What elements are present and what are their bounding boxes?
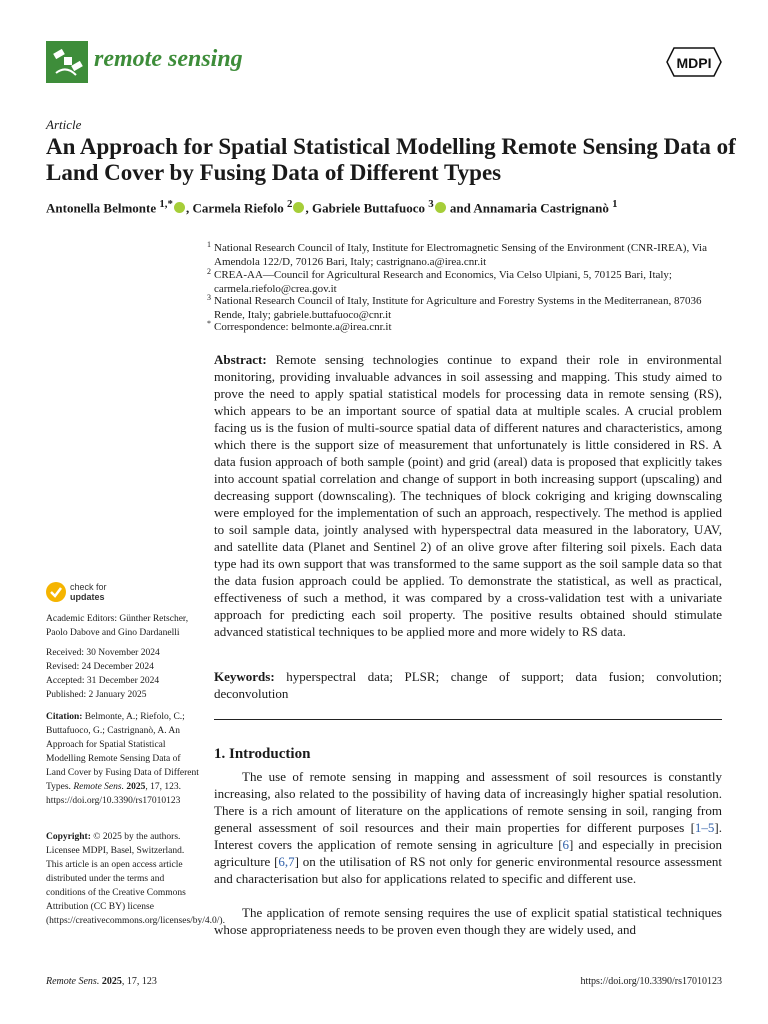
publisher-name: MDPI: [676, 55, 712, 71]
orcid-icon[interactable]: [293, 202, 304, 213]
paragraph-text: ] and especially in precision agriculture [: [214, 837, 723, 869]
publisher-logo[interactable]: [666, 47, 722, 77]
keywords-text: hyperspectral data; PLSR; change of support; data fusion; convolution; deconvolution: [214, 669, 722, 701]
footer-year: 2025: [101, 976, 122, 987]
orcid-icon[interactable]: [435, 202, 446, 213]
affiliation: [207, 293, 724, 322]
citation-text: Belmonte, A.; Riefolo, C.; Buttafuoco, G.; Castrignanò, A. An Approach for Spatial Statistical Modelling Remote Sensing Data of Land Cover by Fusing Data of Different Types.: [46, 712, 199, 792]
satellite-icon: [46, 41, 88, 83]
affiliation-text: National Research Council of Italy, Institute for Electromagnetic Sensing of the Environment (CNR-IREA), Via Amendola 122/D, 70126 Bari, Italy; castrignano.a@irea.cnr.it: [214, 242, 707, 268]
paragraph-text: The use of remote sensing in mapping and assessment of soil resources is constantly increasing, also related to the possibility of having data of increasingly higher spatial resolution. There is a rich amount of literature on the applications of remote sensing in soil, ranging from general assessment of soil resources and their main properties for different purposes [: [214, 769, 722, 835]
affiliation: [207, 267, 724, 296]
author-affiliation-sup: 1,*: [159, 198, 173, 210]
date-accepted: Accepted: 31 December 2024: [46, 676, 160, 686]
date-received: Received: 30 November 2024: [46, 648, 160, 658]
check-updates-line: check for: [70, 582, 107, 592]
affiliation: [207, 319, 724, 334]
copyright-text: © 2025 by the authors. Licensee MDPI, Basel, Switzerland. This article is an open access article distributed under the terms and conditions of the Creative Commons Attribution (CC BY) license (https://creativecommons.org/licenses/by/4.0/).: [46, 832, 225, 926]
citation-link[interactable]: 6,7: [278, 854, 295, 869]
citation-label: Citation:: [46, 712, 83, 722]
affiliation-number: 3: [207, 293, 211, 302]
author-separator: ,: [185, 200, 193, 216]
citation-link[interactable]: 1–5: [694, 820, 715, 835]
check-updates-icon: [46, 582, 66, 602]
author-name[interactable]: Antonella Belmonte: [46, 200, 157, 216]
author-name[interactable]: Annamaria Castrignanò: [473, 200, 609, 216]
footer-journal: Remote Sens.: [46, 976, 100, 987]
academic-editors: Academic Editors: Günther Retscher, Paolo Dabove and Gino Dardanelli: [46, 614, 189, 638]
footer-doi-link[interactable]: https://doi.org/10.3390/rs17010123: [580, 976, 722, 987]
date-revised: Revised: 24 December 2024: [46, 662, 154, 672]
affiliation-number: 1: [207, 240, 211, 249]
affiliation-number: 2: [207, 267, 211, 276]
author-affiliation-sup: 3: [428, 198, 434, 210]
author-list: [46, 198, 736, 216]
copyright-block: [46, 830, 225, 928]
footer-citation: [46, 976, 157, 987]
check-updates-line: updates: [70, 592, 105, 602]
abstract-label: Abstract:: [214, 352, 267, 367]
correspondence-text: Correspondence: belmonte.a@irea.cnr.it: [214, 321, 392, 333]
keywords: [214, 668, 722, 702]
section-heading: 1. Introduction: [214, 746, 311, 762]
affiliation-text: CREA-AA—Council for Agricultural Research and Economics, Via Celso Ulpiani, 5, 70125 Bari, Italy; carmela.riefolo@crea.gov.it: [214, 269, 672, 295]
orcid-icon[interactable]: [174, 202, 185, 213]
paragraph: The application of remote sensing requires the use of explicit spatial statistical techniques whose appropriateness needs to be proven even though they are widely used, and: [214, 905, 722, 937]
check-for-updates-badge[interactable]: [46, 580, 118, 606]
citation-link[interactable]: 6: [562, 837, 570, 852]
author-affiliation-sup: 2: [287, 198, 293, 210]
author-separator: ,: [305, 200, 312, 216]
paragraph: [214, 768, 722, 887]
author-name[interactable]: Gabriele Buttafuoco: [311, 200, 425, 216]
citation-year: 2025: [126, 782, 146, 792]
journal-logo: [46, 41, 88, 83]
citation-block: [46, 710, 201, 808]
footer-volume: , 17, 123: [121, 976, 157, 987]
copyright-label: Copyright:: [46, 832, 91, 842]
date-published: Published: 2 January 2025: [46, 690, 147, 700]
citation-doi[interactable]: , 17, 123. https://doi.org/10.3390/rs17010123: [46, 782, 181, 806]
affiliation-text: National Research Council of Italy, Institute for Agriculture and Forestry Systems in the Mediterranean, 87036 Rende, Italy; gabriele.buttafuoco@cnr.it: [214, 295, 702, 321]
check-updates-label: [70, 582, 107, 602]
keywords-label: Keywords:: [214, 669, 275, 684]
article-type: Article: [46, 117, 82, 132]
author-affiliation-sup: 1: [612, 198, 618, 210]
author-separator: and: [446, 200, 474, 216]
author-name[interactable]: Carmela Riefolo: [192, 200, 284, 216]
journal-name[interactable]: remote sensing: [94, 46, 243, 72]
paragraph-text: ]. Interest covers the application of remote sensing in agriculture [: [214, 820, 722, 852]
section-divider: [214, 719, 722, 720]
abstract: [214, 351, 722, 640]
paragraph-text: ] on the utilisation of RS not only for generic environmental resource assessment and characterisation but also for applications related to specific and different use.: [214, 854, 722, 886]
citation-journal: Remote Sens.: [73, 782, 124, 792]
affiliation: [207, 240, 724, 269]
affiliation-number: *: [207, 319, 211, 328]
paper-title: An Approach for Spatial Statistical Modelling Remote Sensing Data of Land Cover by Fusing Data of Different Types: [46, 134, 736, 185]
abstract-text: Remote sensing technologies continue to expand their role in environmental monitoring, providing invaluable advances in soil assessing and mapping. This study aimed to prove the need to apply spatial statistical models for processing data in remote sensing (RS), which appears to be an important source of spatial data at multiple scales. A crucial problem facing us is the fusion of multi-source spatial data of different natures and characteristics, among which there is the support size of measurement that unfortunately is little considered in RS. A data fusion approach of both sample (point) and grid (areal) data is proposed that explicitly takes into account spatial correlation and change of support in both increasing support (upscaling) and decreasing support (downscaling). The techniques of block cokriging and kriging downscaling were employed for the implementation of such an approach, respectively. The method is applied to soil sample data, jointly analysed with hyperspectral data measured in the laboratory, UAV, and satellite data (Planet and Sentinel 2) of an olive grove after filtering soil pixels. Each data type had its own support that was transformed to the same support as the soil sample data so that the data fusion approach could be applied. To demonstrate the statistical, as well as practical, effectiveness of such a method, it was compared by a cross-validation test with a univariate approach for predicting each soil property. The positive results obtained should stimulate advanced statistical techniques to be applied more and more widely to RS data.: [214, 352, 723, 639]
